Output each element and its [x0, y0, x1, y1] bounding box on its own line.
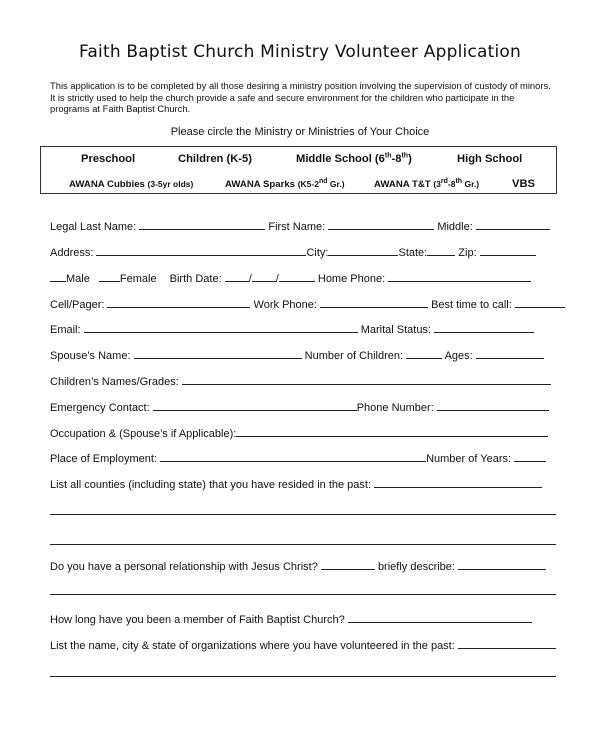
address-field[interactable] — [96, 244, 306, 256]
awana-sparks-sup: nd — [318, 178, 328, 186]
counties-row — [50, 476, 555, 490]
ministry-children[interactable]: Children (K-5) — [178, 153, 252, 165]
intro-line: programs at Faith Baptist Church. — [50, 103, 191, 114]
best-time-label: Best time to call: — [431, 299, 512, 311]
phone-number-label: Phone Number: — [356, 402, 434, 414]
relationship-description-field[interactable] — [458, 558, 546, 570]
counties-field[interactable] — [374, 476, 542, 488]
awana-sparks-end: Gr.) — [329, 179, 345, 189]
relationship-field[interactable] — [321, 558, 375, 570]
relationship-row — [50, 558, 555, 572]
best-time-field[interactable] — [515, 296, 565, 308]
awana-tt-end: Gr.) — [464, 179, 480, 189]
email-field[interactable] — [84, 321, 358, 333]
ministry-awana-sparks[interactable] — [225, 179, 345, 190]
awana-sparks-note: (K5-2 — [297, 179, 319, 189]
awana-tt-name: AWANA T&T — [374, 179, 431, 190]
first-name-field[interactable] — [328, 218, 434, 230]
zip-label: Zip: — [458, 247, 477, 259]
city-field[interactable] — [328, 244, 398, 256]
awana-sparks-name: AWANA Sparks — [225, 179, 296, 190]
childrens-names-label: Children’s Names/Grades: — [50, 376, 179, 388]
middle-close: ) — [408, 153, 412, 165]
birth-date-label: Birth Date: — [169, 273, 222, 285]
work-phone-label: Work Phone: — [253, 299, 317, 311]
legal-last-name-label: Legal Last Name: — [50, 221, 137, 233]
ministry-high-school[interactable]: High School — [457, 153, 523, 165]
ministry-heading: Please circle the Ministry or Ministries of Your Choice — [170, 126, 430, 138]
volunteered-field[interactable] — [458, 637, 556, 649]
city-label: City: — [306, 247, 329, 259]
emergency-contact-label: Emergency Contact: — [50, 402, 150, 414]
volunteered-row — [50, 637, 555, 651]
childrens-names-field[interactable] — [182, 373, 551, 385]
female-field[interactable] — [99, 270, 120, 282]
address-label: Address: — [50, 247, 94, 259]
home-phone-field[interactable] — [388, 270, 531, 282]
counties-line[interactable] — [50, 544, 556, 545]
ministry-preschool[interactable]: Preschool — [81, 153, 136, 165]
spouse-row — [50, 347, 555, 361]
awana-tt-grade — [433, 179, 479, 189]
counties-label: List all counties (including state) that you have resided in the past: — [50, 479, 372, 491]
counties-line[interactable] — [50, 514, 556, 515]
spouse-name-field[interactable] — [134, 347, 302, 359]
awana-tt-mid: -8 — [447, 179, 456, 189]
briefly-label: briefly describe: — [377, 561, 455, 573]
num-children-label: Number of Children: — [304, 350, 404, 362]
birth-sep: / — [275, 273, 279, 285]
ministry-choice-box — [40, 146, 557, 194]
awana-cubbies-name: AWANA Cubbies — [69, 179, 145, 190]
membership-row — [50, 611, 555, 625]
member-how-long-field[interactable] — [348, 611, 532, 623]
volunteered-label: List the name, city & state of organizations where you have volunteered in the past: — [50, 640, 455, 652]
ages-field[interactable] — [476, 347, 544, 359]
place-employment-label: Place of Employment: — [50, 453, 157, 465]
cell-pager-label: Cell/Pager: — [50, 299, 105, 311]
relationship-label: Do you have a personal relationship with Jesus Christ? — [50, 561, 318, 573]
zip-field[interactable] — [480, 244, 536, 256]
middle-name-field[interactable] — [476, 218, 550, 230]
emergency-contact-field[interactable] — [153, 399, 357, 411]
male-field[interactable] — [50, 270, 66, 282]
birth-sep: / — [248, 273, 252, 285]
ministry-awana-cubbies[interactable] — [69, 179, 193, 190]
birth-month-field[interactable] — [225, 270, 249, 282]
form-title: Faith Baptist Church Ministry Volunteer Application — [79, 42, 521, 62]
state-field[interactable] — [427, 244, 455, 256]
num-years-label: Number of Years: — [426, 453, 512, 465]
work-phone-field[interactable] — [320, 296, 428, 308]
birth-day-field[interactable] — [252, 270, 276, 282]
member-how-long-label: How long have you been a member of Faith Baptist Church? — [50, 614, 345, 626]
ministry-awana-tt[interactable] — [374, 179, 479, 190]
intro-line: This application is to be completed by all those desiring a ministry position involving the supervision of custody of minors. — [50, 80, 551, 91]
cell-pager-field[interactable] — [107, 296, 250, 308]
emergency-row — [50, 399, 555, 413]
middle-label: Middle: — [437, 221, 473, 233]
intro-line: It is strictly used to help the church provide a safe and secure environment for the children who participate in the — [50, 91, 515, 103]
occupation-row — [50, 425, 555, 439]
num-years-field[interactable] — [514, 450, 546, 462]
occupation-label: Occupation & (Spouse’s if Applicable): — [50, 428, 237, 440]
legal-last-name-field[interactable] — [139, 218, 265, 230]
children-names-row — [50, 373, 555, 387]
awana-sparks-grade — [298, 179, 345, 189]
middle-sup-a: th — [384, 152, 392, 160]
ministry-middle-school[interactable] — [296, 153, 412, 165]
awana-tt-sup-a: rd — [440, 178, 448, 186]
ministry-vbs[interactable]: VBS — [512, 178, 536, 190]
first-name-label: First Name: — [268, 221, 326, 233]
female-label: Female — [119, 273, 157, 285]
awana-cubbies-age: (3-5yr olds) — [147, 179, 194, 189]
state-label: State: — [398, 247, 428, 259]
employment-row — [50, 450, 555, 464]
middle-dash: -8 — [391, 153, 402, 165]
spouse-name-label: Spouse’s Name: — [50, 350, 131, 362]
awana-tt-sup-b: th — [455, 178, 463, 186]
place-employment-field[interactable] — [160, 450, 426, 462]
address-row — [50, 244, 555, 258]
marital-status-field[interactable] — [434, 321, 534, 333]
middle-school-text: Middle School (6 — [296, 153, 385, 165]
num-children-field[interactable] — [406, 347, 442, 359]
email-row — [50, 321, 555, 335]
birth-year-field[interactable] — [279, 270, 315, 282]
marital-status-label: Marital Status: — [360, 324, 431, 336]
intro-paragraph — [50, 80, 560, 115]
gender-birth-row — [50, 270, 555, 284]
male-label: Male — [66, 273, 90, 285]
middle-sup-b: th — [401, 152, 409, 160]
phone-row — [50, 296, 555, 310]
email-label: Email: — [50, 324, 81, 336]
home-phone-label: Home Phone: — [317, 273, 386, 285]
occupation-field[interactable] — [236, 425, 548, 437]
relationship-line[interactable] — [50, 594, 556, 595]
emergency-phone-field[interactable] — [437, 399, 549, 411]
ages-label: Ages: — [444, 350, 473, 362]
name-row — [50, 218, 555, 232]
volunteered-line[interactable] — [50, 676, 556, 677]
awana-tt-note: (3 — [433, 179, 441, 189]
